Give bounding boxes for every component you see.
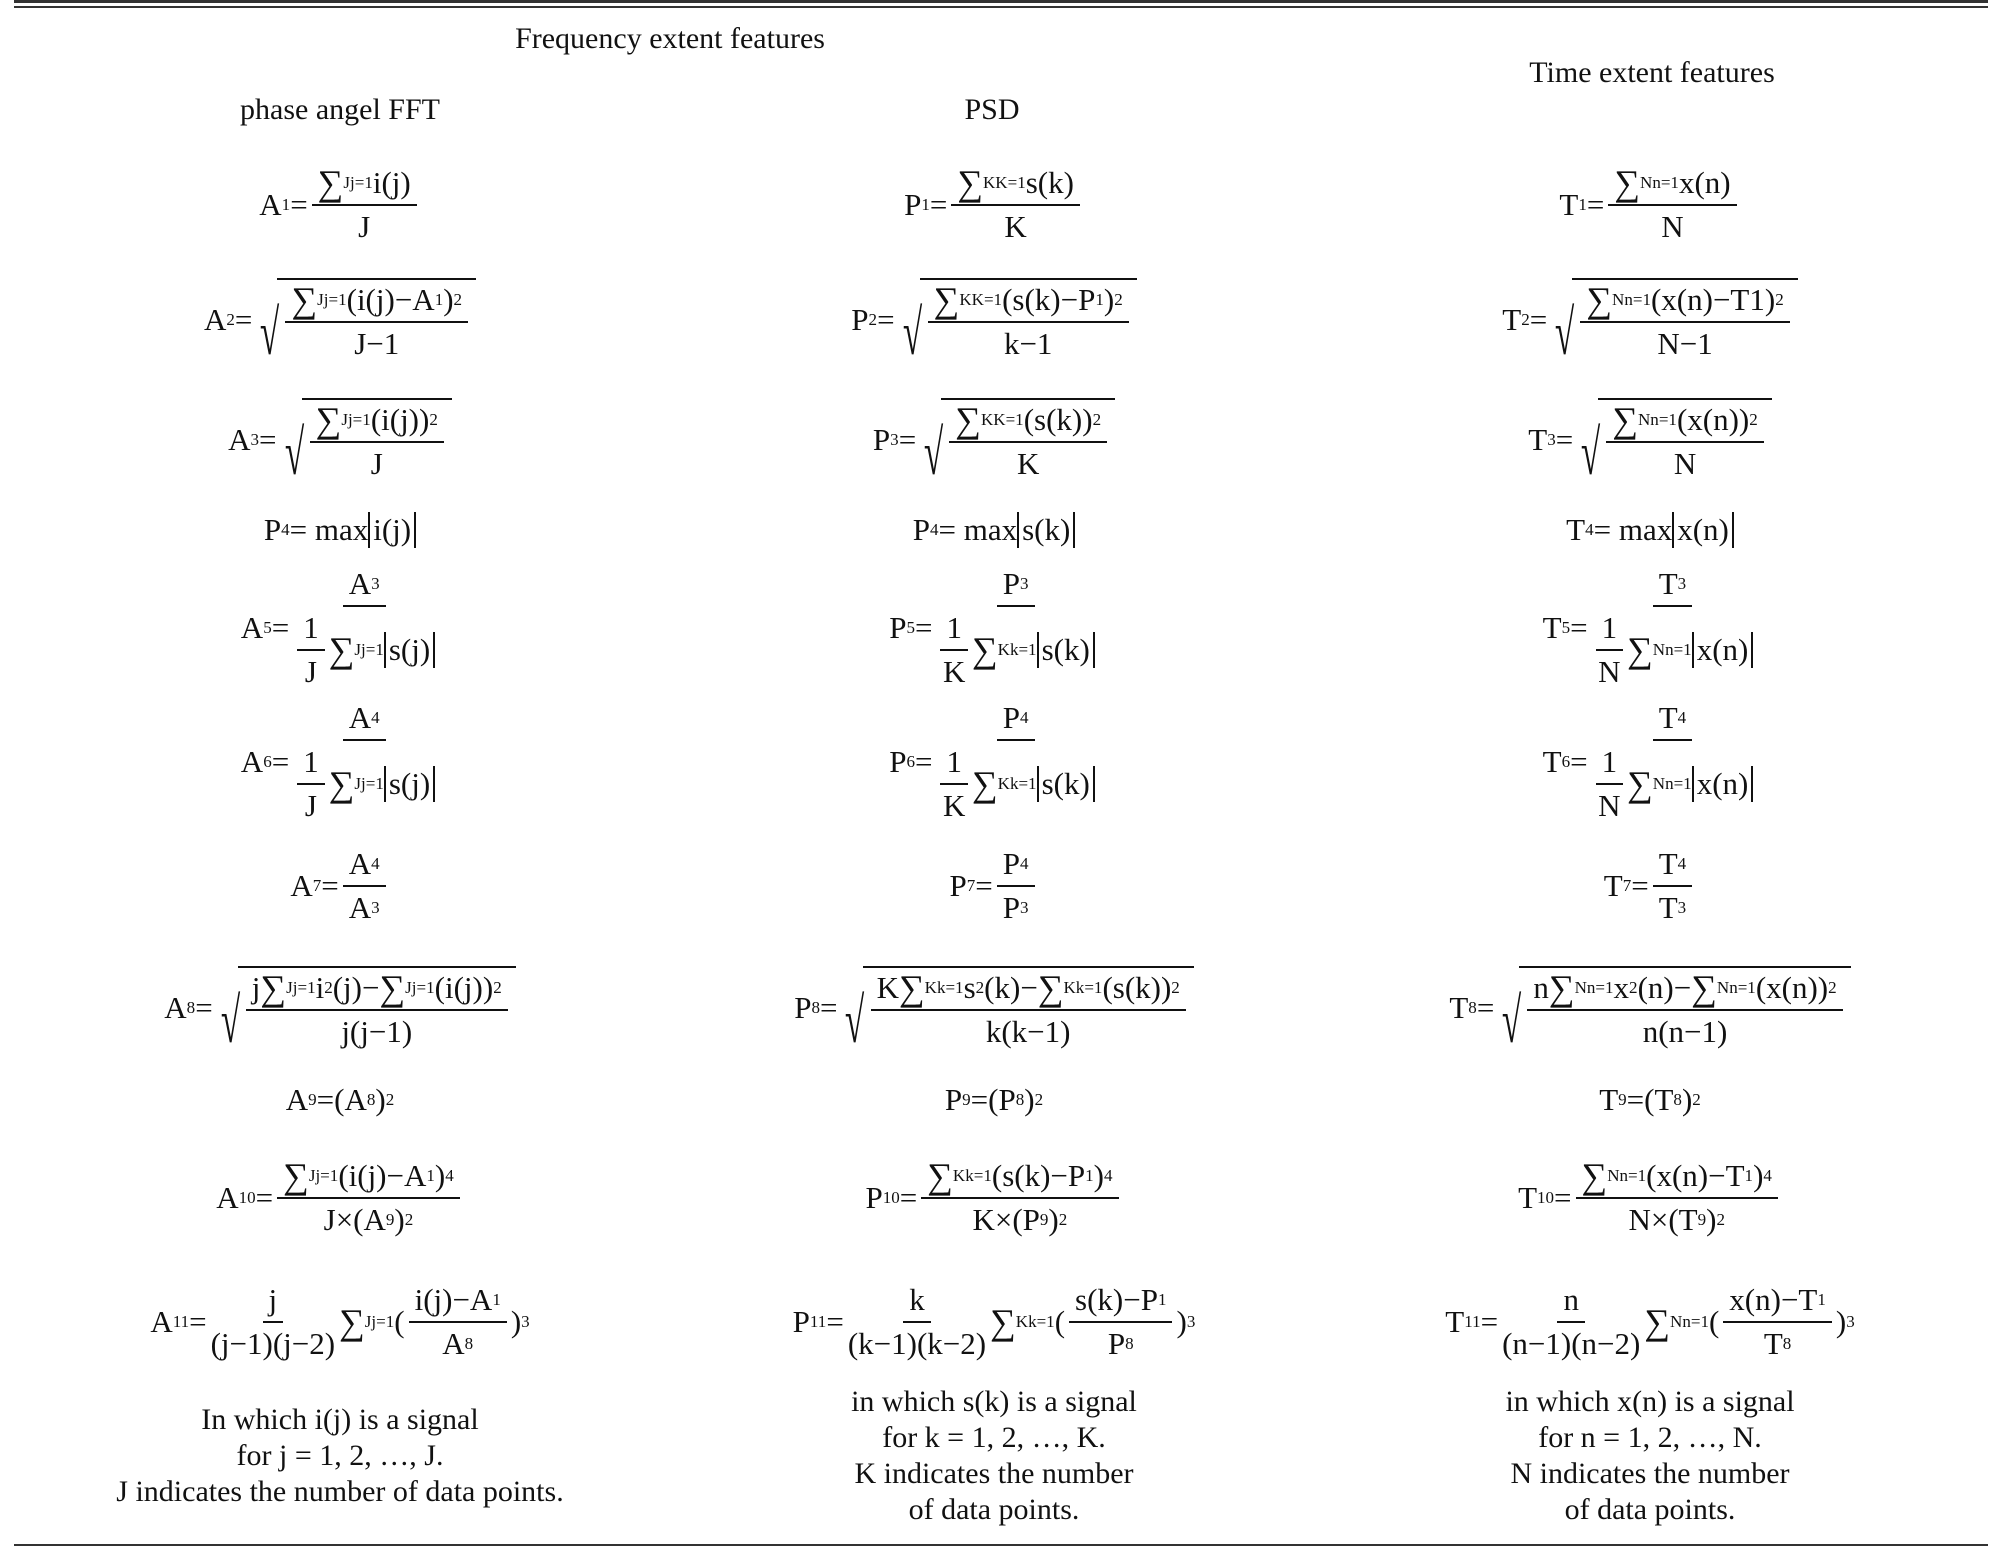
note-line: of data points. xyxy=(908,1493,1080,1526)
note-line: K indicates the number xyxy=(854,1457,1134,1490)
formula-t8: T 8 = √ n ∑ N n=1 x 2 (n)− ∑ N n=1 (x(n)) 2 n(n−1) xyxy=(1330,966,1970,1050)
fft-header: phase angel FFT xyxy=(240,93,440,126)
formula-p2: P 2 = √ ∑ K K=1 (s(k)−P 1 ) 2 k−1 xyxy=(674,278,1314,362)
note-line: for n = 1, 2, …, N. xyxy=(1538,1421,1762,1454)
formula-a11: A 11 = $\frac{j}{(j-1)(j-2)}$ ∑ J j=1 ( i(j)−A 1 A 8 ) 3 xyxy=(150,1282,530,1361)
formula-p5: P 5 = P 3 $\frac{1}{K}$ ∑ K k=1 s(k) xyxy=(674,566,1314,690)
formula-p8: P 8 = √ K ∑ K k=1 s 2 (k)− ∑ K k=1 (s(k)) 2 k(k−1) xyxy=(674,966,1314,1050)
note-line: in which x(n) is a signal xyxy=(1505,1385,1795,1418)
note-line: in which s(k) is a signal xyxy=(851,1385,1137,1418)
frequency-header: Frequency extent features xyxy=(515,22,825,55)
formula-t4: T 4 = max x(n) xyxy=(1330,512,1970,548)
formula-p3: P 3 = √ ∑ K K=1 (s(k)) 2 K xyxy=(674,398,1314,482)
formula-p4: P 4 = max s(k) xyxy=(674,512,1314,548)
fft-column xyxy=(20,0,660,1550)
psd-column xyxy=(674,0,1314,1550)
formula-a3: A 3 = √ ∑ J j=1 (i(j)) 2 J xyxy=(20,398,660,482)
formula-t5: T 5 = T 3 $\frac{1}{N}$ ∑ N n=1 x(n) xyxy=(1330,566,1970,690)
formula-p9: P 9 =(P 8 ) 2 xyxy=(944,1082,1044,1117)
formula-t11: T 11 = $\frac{n}{(n-1)(n-2)}$ ∑ N n=1 ( x(n)−T 1 T 8 ) 3 xyxy=(1445,1282,1855,1361)
psd-notes xyxy=(674,1384,1314,1528)
formula-p1: P 1 = ∑ K K=1 s(k) K xyxy=(674,165,1314,245)
formula-p6: P 6 = P 4 $\frac{1}{K}$ ∑ K k=1 s(k) xyxy=(674,700,1314,824)
formula-a1: A 1 = ∑ J j=1 i(j) J xyxy=(20,165,660,245)
bottom-rule xyxy=(14,1544,1988,1546)
formula-a4: P 4 = max i(j) xyxy=(20,512,660,548)
formula-t6: T 6 = T 4 $\frac{1}{N}$ ∑ N n=1 x(n) xyxy=(1330,700,1970,824)
note-line: for j = 1, 2, …, J. xyxy=(236,1439,444,1472)
formula-a6: A 6 = A 4 $\frac{1}{J}$ ∑ J j=1 s(j) xyxy=(20,700,660,824)
note-line: of data points. xyxy=(1564,1493,1736,1526)
fft-notes xyxy=(20,1402,660,1510)
formula-t3: T 3 = √ ∑ N n=1 (x(n)) 2 N xyxy=(1330,398,1970,482)
note-line: In which i(j) is a signal xyxy=(201,1403,479,1436)
time-column xyxy=(1330,0,1970,1550)
formula-t7: T 7 = T 4 T 3 xyxy=(1330,846,1970,926)
formula-t9: T 9 =(T 8 ) 2 xyxy=(1599,1082,1701,1117)
note-line: N indicates the number xyxy=(1510,1457,1790,1490)
formula-p10: P 10 = ∑ K k=1 (s(k)−P 1 ) 4 K×(P 9 ) 2 xyxy=(674,1158,1314,1238)
time-header: Time extent features xyxy=(1529,56,1775,89)
psd-header: PSD xyxy=(964,93,1020,126)
note-line: for k = 1, 2, …, K. xyxy=(882,1421,1106,1454)
note-line: J indicates the number of data points. xyxy=(116,1475,564,1508)
time-notes xyxy=(1330,1384,1970,1528)
formula-t1: T 1 = ∑ N n=1 x(n) N xyxy=(1330,165,1970,245)
formula-a7: A 7 = A 4 A 3 xyxy=(20,846,660,926)
formula-p7: P 7 = P 4 P 3 xyxy=(674,846,1314,926)
formula-a5: A 5 = A 3 $\frac{1}{J}$ ∑ J j=1 s(j) xyxy=(20,566,660,690)
formula-p11: P 11 = $\frac{k}{(k-1)(k-2)}$ ∑ K k=1 ( s(k)−P 1 P 8 ) 3 xyxy=(792,1282,1196,1361)
formula-a8: A 8 = √ j ∑ J j=1 i 2 (j)− ∑ J j=1 (i(j)) 2 j(j−1) xyxy=(20,966,660,1050)
formula-t10: T 10 = ∑ N n=1 (x(n)−T 1 ) 4 N×(T 9 ) 2 xyxy=(1330,1158,1970,1238)
formula-a10: A 10 = ∑ J j=1 (i(j)−A 1 ) 4 J×(A 9 ) 2 xyxy=(20,1158,660,1238)
formula-a2: A 2 = √ ∑ J j=1 (i(j)−A 1 ) 2 J−1 xyxy=(20,278,660,362)
formula-a9: A 9 =(A 8 ) 2 xyxy=(285,1082,395,1117)
formula-t2: T 2 = √ ∑ N n=1 (x(n)−T1) 2 N−1 xyxy=(1330,278,1970,362)
